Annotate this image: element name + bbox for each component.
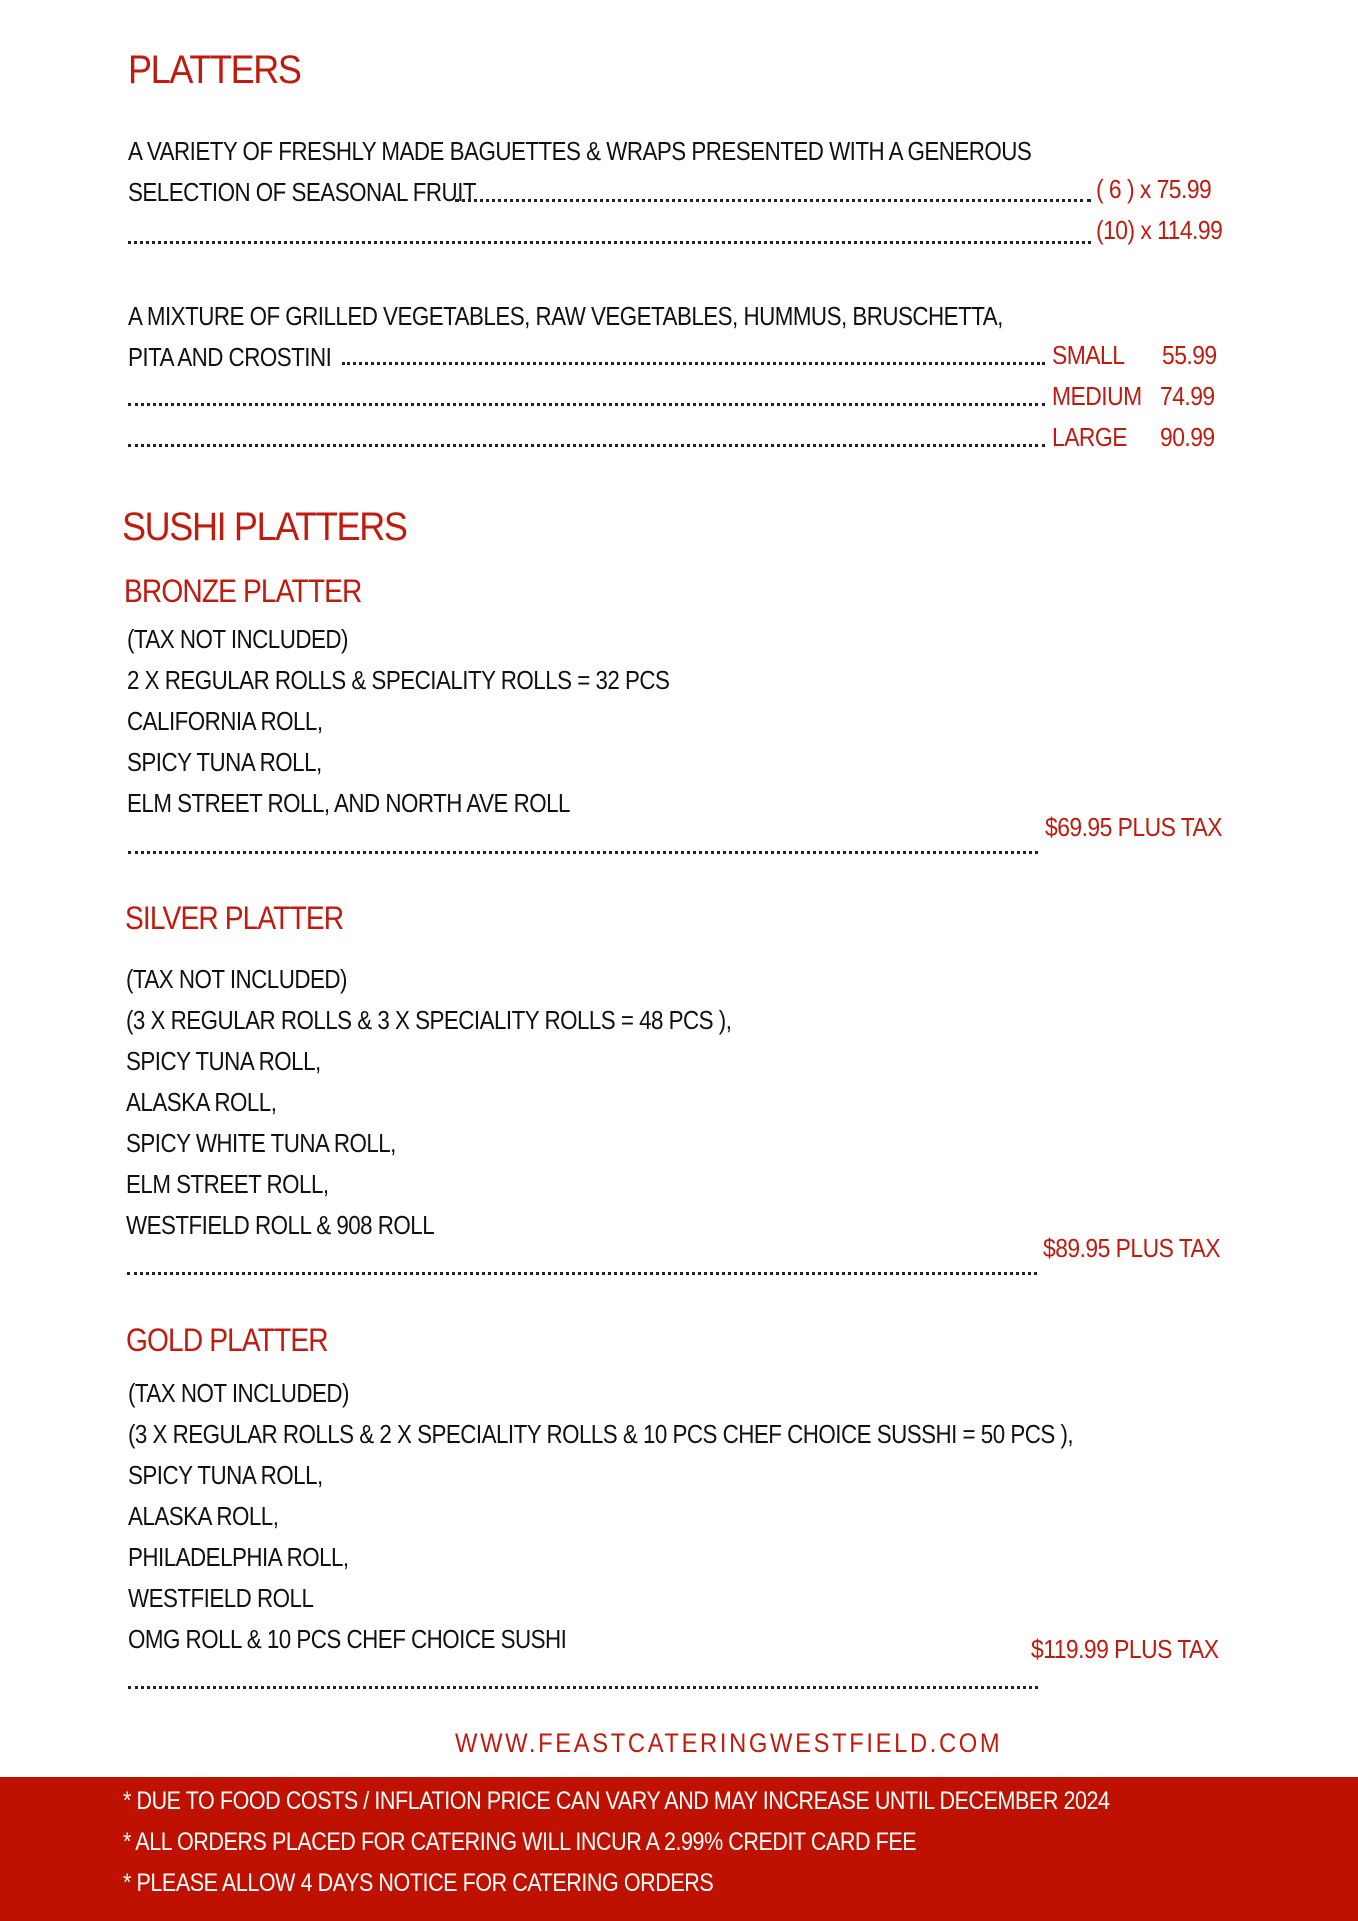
gold-price: $119.99 PLUS TAX [1031,1634,1219,1664]
silver-description [126,959,830,1246]
dotted-leader [128,1686,1038,1689]
sushi-heading: SUSHI PLATTERS [122,505,407,549]
website-link[interactable]: WWW.FEASTCATERINGWESTFIELD.COM [455,1728,1003,1758]
silver-line: WESTFIELD ROLL & 908 ROLL [126,1210,435,1240]
bronze-line: (TAX NOT INCLUDED) [127,624,348,654]
gold-line: (TAX NOT INCLUDED) [128,1378,349,1408]
silver-price: $89.95 PLUS TAX [1043,1233,1220,1263]
platter2-line2: PITA AND CROSTINI [128,342,332,372]
gold-title: GOLD PLATTER [126,1322,328,1358]
bronze-line: 2 X REGULAR ROLLS & SPECIALITY ROLLS = 32 PCS [127,665,670,695]
silver-line: SPICY WHITE TUNA ROLL, [126,1128,396,1158]
bronze-line: SPICY TUNA ROLL, [127,747,322,777]
note-notice: * PLEASE ALLOW 4 DAYS NOTICE FOR CATERING ORDERS [123,1869,714,1897]
platter1-line2: SELECTION OF SEASONAL FRUIT [128,177,477,207]
dotted-leader [128,444,1045,447]
size-small-label: SMALL [1052,340,1125,370]
bronze-title: BRONZE PLATTER [124,573,362,609]
size-medium-label: MEDIUM [1052,381,1142,411]
gold-line: OMG ROLL & 10 PCS CHEF CHOICE SUSHI [128,1624,567,1654]
gold-description [128,1373,1227,1660]
size-large-price: 90.99 [1160,422,1215,452]
gold-line: PHILADELPHIA ROLL, [128,1542,349,1572]
dotted-leader [128,851,1038,854]
platter1-price-6: ( 6 ) x 75.99 [1096,174,1212,204]
size-small-price: 55.99 [1162,340,1217,370]
footer-notes [0,1777,1358,1921]
dotted-leader [455,199,1091,202]
bronze-line: ELM STREET ROLL, AND NORTH AVE ROLL [127,788,570,818]
dotted-leader [342,362,1045,365]
gold-line: SPICY TUNA ROLL, [128,1460,323,1490]
gold-line: (3 X REGULAR ROLLS & 2 X SPECIALITY ROLLS & 10 PCS CHEF CHOICE SUSSHI = 50 PCS ), [128,1419,1074,1449]
dotted-leader [128,403,1045,406]
size-medium-price: 74.99 [1160,381,1215,411]
bronze-price: $69.95 PLUS TAX [1045,812,1222,842]
dotted-leader [128,241,1091,244]
dotted-leader [127,1272,1037,1275]
gold-line: WESTFIELD ROLL [128,1583,314,1613]
platters-heading: PLATTERS [128,48,301,92]
silver-line: SPICY TUNA ROLL, [126,1046,321,1076]
size-large-label: LARGE [1052,422,1127,452]
silver-line: (TAX NOT INCLUDED) [126,964,347,994]
bronze-line: CALIFORNIA ROLL, [127,706,323,736]
platter1-price-10: (10) x 114.99 [1096,215,1223,245]
platter1-line1: A VARIETY OF FRESHLY MADE BAGUETTES & WRAPS PRESENTED WITH A GENEROUS [128,136,1032,166]
gold-line: ALASKA ROLL, [128,1501,279,1531]
bronze-description [127,619,758,824]
note-inflation: * DUE TO FOOD COSTS / INFLATION PRICE CAN VARY AND MAY INCREASE UNTIL DECEMBER 2024 [123,1787,1110,1815]
silver-line: ALASKA ROLL, [126,1087,277,1117]
note-card-fee: * ALL ORDERS PLACED FOR CATERING WILL INCUR A 2.99% CREDIT CARD FEE [123,1828,917,1856]
silver-line: (3 X REGULAR ROLLS & 3 X SPECIALITY ROLLS = 48 PCS ), [126,1005,732,1035]
silver-title: SILVER PLATTER [125,900,344,936]
platter2-line1: A MIXTURE OF GRILLED VEGETABLES, RAW VEGETABLES, HUMMUS, BRUSCHETTA, [128,301,1003,331]
silver-line: ELM STREET ROLL, [126,1169,329,1199]
